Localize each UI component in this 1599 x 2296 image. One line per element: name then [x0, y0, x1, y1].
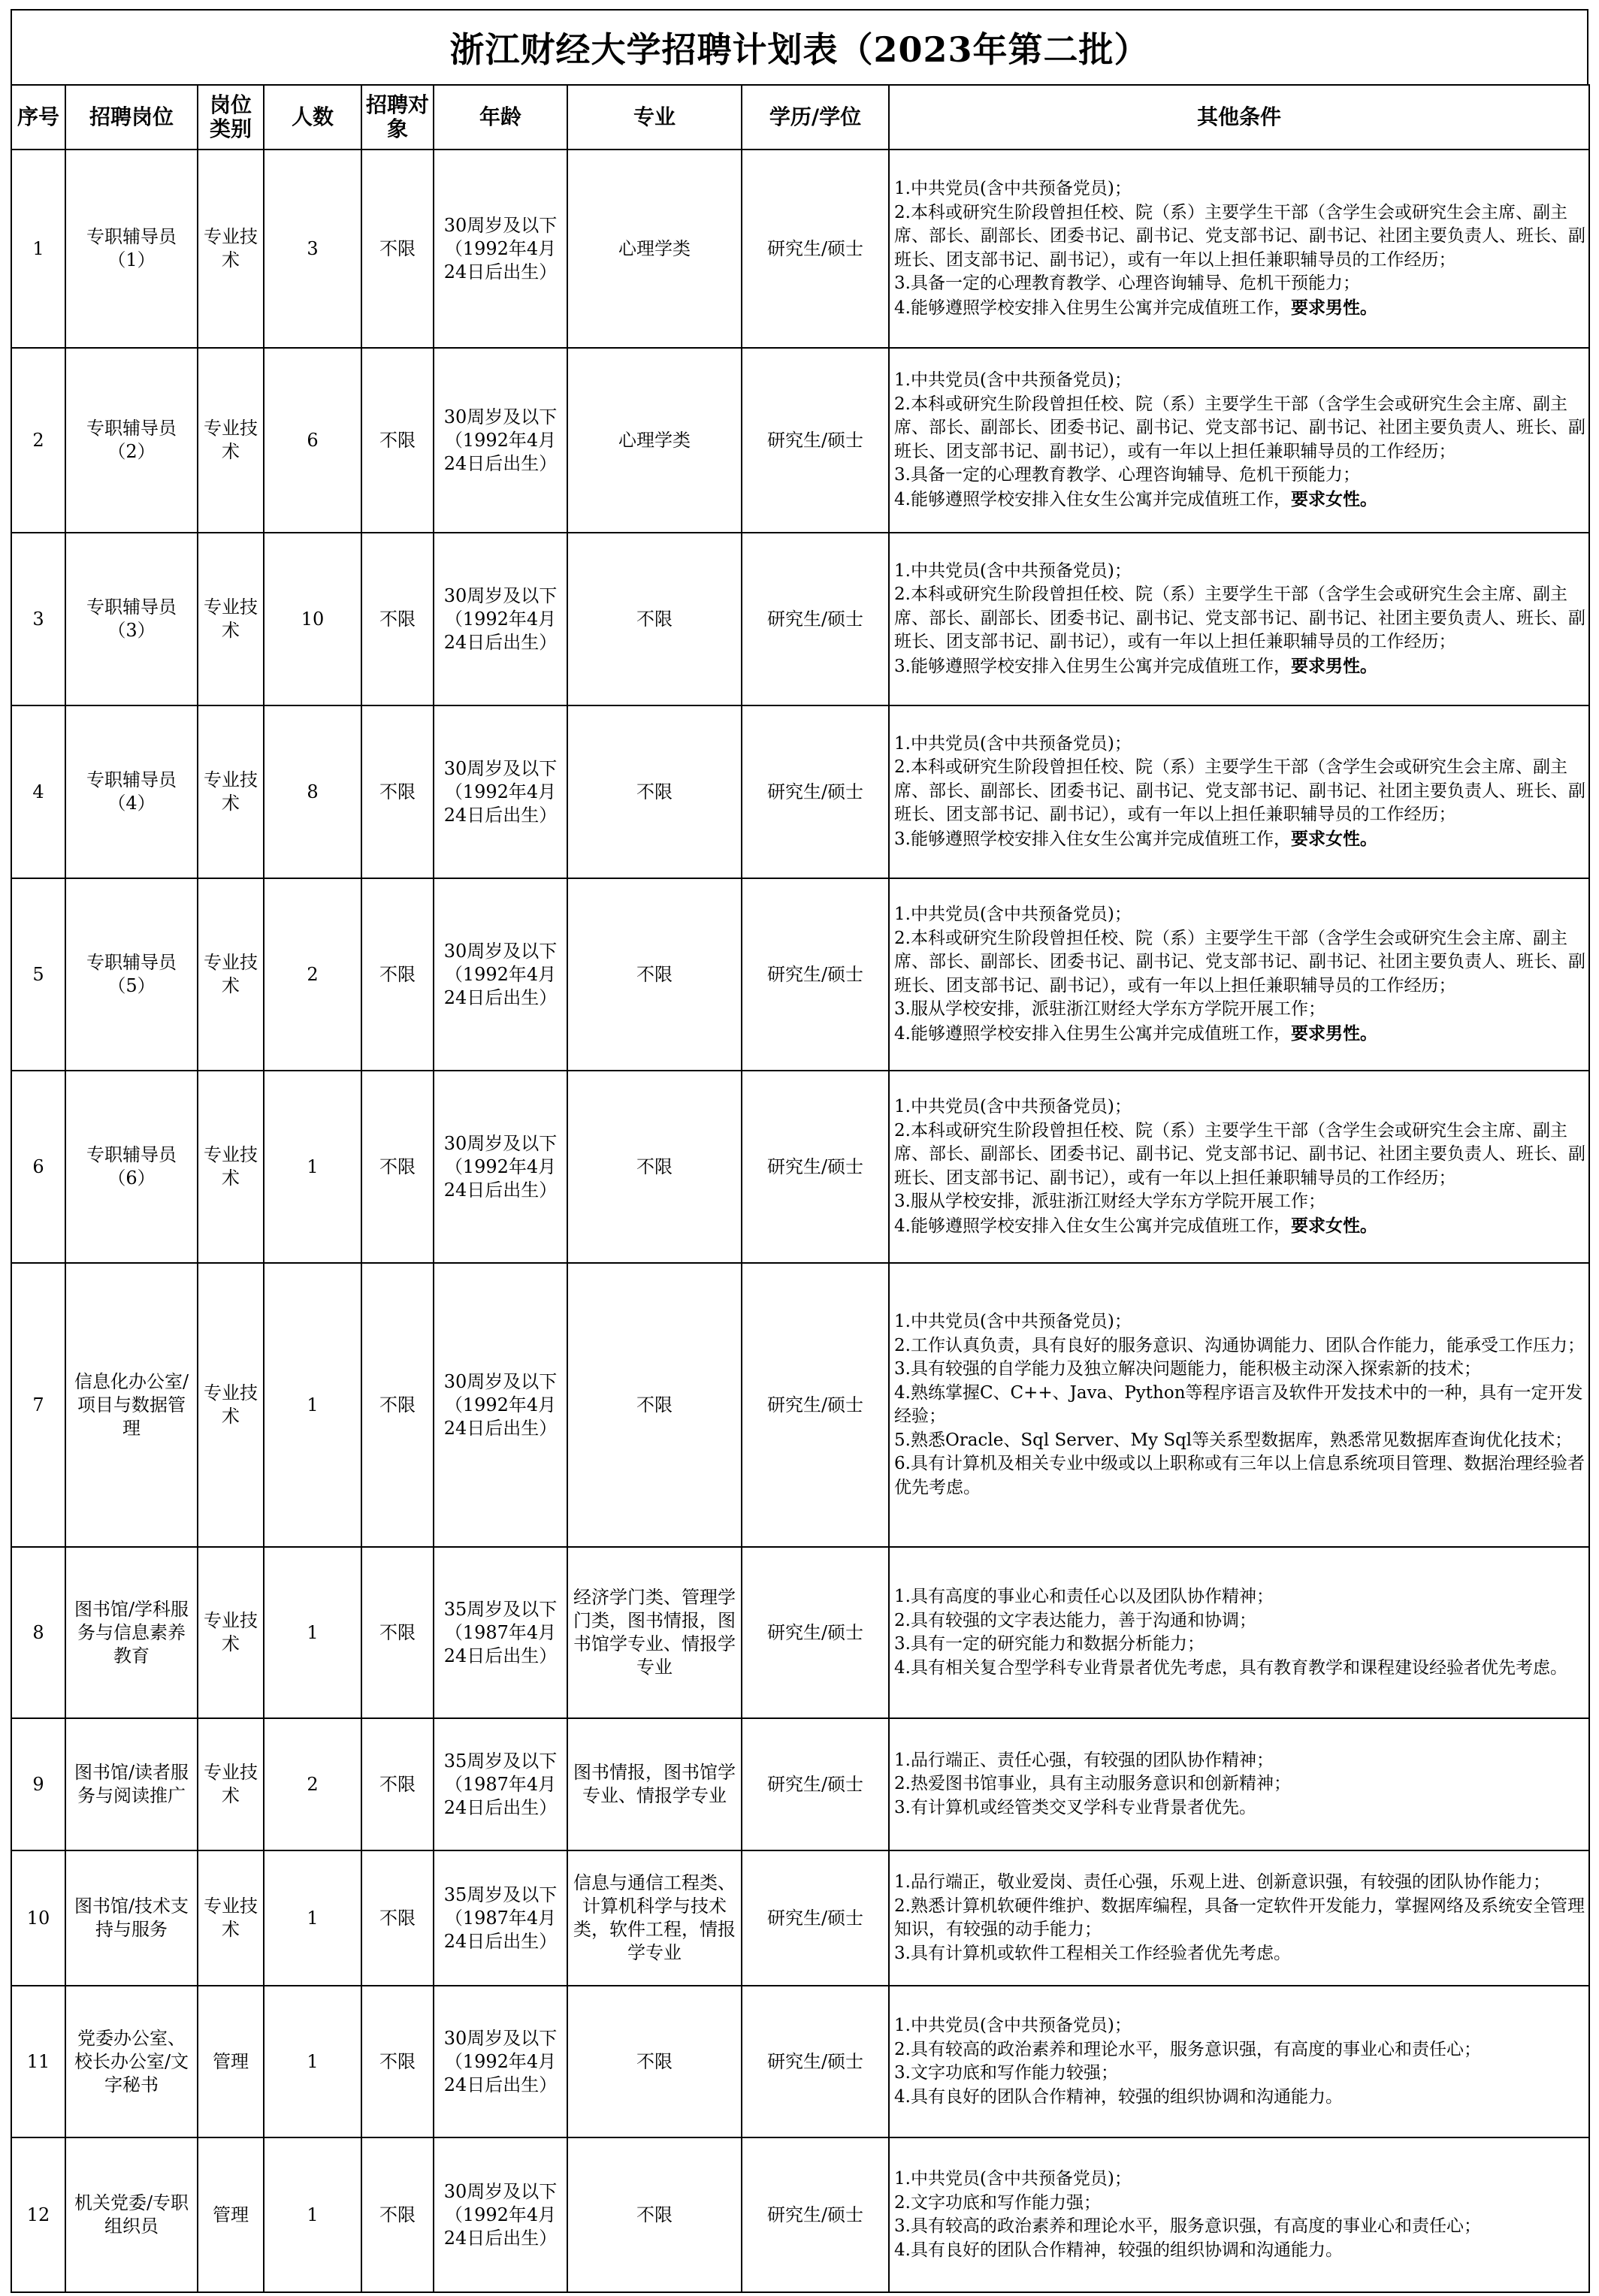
condition-item: 2.本科或研究生阶段曾担任校、院（系）主要学生干部（含学生会或研究生会主席、副主席、部长、副部长、团委书记、副书记、党支部书记、副书记、社团主要负责人、班长、副班长、团支部书记、副书记），或有一年以上担任兼职辅导员的工作经历；: [894, 1120, 1585, 1188]
cell-major: 不限: [567, 1986, 742, 2137]
cell-major: 心理学类: [567, 348, 742, 533]
table-row: [11, 1547, 1589, 1718]
condition-item: 1.具有高度的事业心和责任心以及团队协作精神；: [894, 1587, 1274, 1606]
condition-item: 1.中共党员(含中共预备党员)；: [894, 733, 1132, 754]
cell-conditions: [889, 878, 1589, 1071]
table-row: [11, 150, 1589, 348]
condition-item: 3.具有较强的自学能力及独立解决问题能力，能积极主动深入探索新的技术；: [894, 1359, 1481, 1379]
cell-category: 专业技术: [198, 150, 264, 348]
cell-position: 专职辅导员（1）: [65, 150, 198, 348]
cell-count: 2: [264, 878, 361, 1071]
condition-text: 4.能够遵照学校安排入住男生公寓并完成值班工作，: [894, 298, 1291, 318]
table-body: [11, 150, 1589, 2292]
cell-position: 专职辅导员（4）: [65, 705, 198, 878]
cell-conditions: [889, 1986, 1589, 2137]
condition-item: 4.具有良好的团队合作精神，较强的组织协调和沟通能力。: [894, 2240, 1343, 2260]
condition-text: 4.能够遵照学校安排入住女生公寓并完成值班工作，: [894, 1216, 1291, 1236]
recruitment-plan-document: [11, 9, 1588, 2293]
cell-degree: 研究生/硕士: [742, 533, 889, 705]
condition-item: 2.文字功底和写作能力强；: [894, 2192, 1101, 2213]
table-row: [11, 1718, 1589, 1850]
document-title: 浙江财经大学招聘计划表（2023年第二批）: [11, 9, 1588, 84]
table-row: [11, 1071, 1589, 1263]
cell-category: 专业技术: [198, 533, 264, 705]
cell-count: 1: [264, 2137, 361, 2292]
cell-age: 35周岁及以下（1987年4月24日后出生）: [434, 1850, 567, 1986]
cell-age: 30周岁及以下（1992年4月24日后出生）: [434, 705, 567, 878]
cell-major: 不限: [567, 533, 742, 705]
cell-degree: 研究生/硕士: [742, 705, 889, 878]
cell-age: 35周岁及以下（1987年4月24日后出生）: [434, 1547, 567, 1718]
cell-position: 图书馆/读者服务与阅读推广: [65, 1718, 198, 1850]
cell-index: 3: [11, 533, 65, 705]
table-row: [11, 348, 1589, 533]
cell-index: 4: [11, 705, 65, 878]
cell-degree: 研究生/硕士: [742, 878, 889, 1071]
cell-conditions: [889, 348, 1589, 533]
condition-item: 4.具有良好的团队合作精神，较强的组织协调和沟通能力。: [894, 2086, 1343, 2107]
cell-category: 专业技术: [198, 1263, 264, 1547]
table-row: [11, 533, 1589, 705]
cell-degree: 研究生/硕士: [742, 1986, 889, 2137]
condition-item: 2.本科或研究生阶段曾担任校、院（系）主要学生干部（含学生会或研究生会主席、副主席、部长、副部长、团委书记、副书记、党支部书记、副书记、社团主要负责人、班长、副班长、团支部书记、副书记），或有一年以上担任兼职辅导员的工作经历；: [894, 394, 1585, 461]
cell-count: 1: [264, 1263, 361, 1547]
condition-item: 3.具有计算机或软件工程相关工作经验者优先考虑。: [894, 1943, 1291, 1963]
cell-count: 3: [264, 150, 361, 348]
table-header: [11, 85, 1589, 150]
table-row: [11, 878, 1589, 1071]
condition-item: [894, 1022, 1585, 1047]
cell-index: 8: [11, 1547, 65, 1718]
condition-item: [894, 654, 1585, 679]
cell-major: 心理学类: [567, 150, 742, 348]
condition-item: 2.熟悉计算机软硬件维护、数据库编程，具备一定软件开发能力，掌握网络及系统安全管理知识，有较强的动手能力；: [894, 1896, 1585, 1939]
cell-target: 不限: [361, 150, 434, 348]
cell-age: 35周岁及以下（1987年4月24日后出生）: [434, 1718, 567, 1850]
condition-item: 3.具备一定的心理教育教学、心理咨询辅导、危机干预能力；: [894, 273, 1360, 293]
cell-position: 专职辅导员（5）: [65, 878, 198, 1071]
cell-degree: 研究生/硕士: [742, 150, 889, 348]
cell-age: 30周岁及以下（1992年4月24日后出生）: [434, 1071, 567, 1263]
condition-item: 2.具有较高的政治素养和理论水平，服务意识强，有高度的事业心和责任心；: [894, 2039, 1481, 2059]
condition-item: 2.本科或研究生阶段曾担任校、院（系）主要学生干部（含学生会或研究生会主席、副主席、部长、副部长、团委书记、副书记、党支部书记、副书记、社团主要负责人、班长、副班长、团支部书记、副书记），或有一年以上担任兼职辅导员的工作经历；: [894, 202, 1585, 270]
condition-text: 4.能够遵照学校安排入住男生公寓并完成值班工作，: [894, 1023, 1291, 1044]
header-category: 岗位类别: [198, 85, 264, 150]
recruitment-table: [11, 84, 1590, 2293]
condition-item: 1.中共党员(含中共预备党员)；: [894, 2016, 1132, 2035]
cell-count: 2: [264, 1718, 361, 1850]
condition-item: 1.中共党员(含中共预备党员)；: [894, 1097, 1132, 1116]
cell-target: 不限: [361, 878, 434, 1071]
cell-conditions: [889, 1071, 1589, 1263]
cell-age: 30周岁及以下（1992年4月24日后出生）: [434, 1986, 567, 2137]
table-row: [11, 2137, 1589, 2292]
cell-major: 不限: [567, 1263, 742, 1547]
condition-item: 3.服从学校安排，派驻浙江财经大学东方学院开展工作；: [894, 1192, 1325, 1211]
cell-target: 不限: [361, 2137, 434, 2292]
table-row: [11, 1986, 1589, 2137]
cell-conditions: [889, 150, 1589, 348]
cell-index: 12: [11, 2137, 65, 2292]
condition-item: 3.具有较高的政治素养和理论水平，服务意识强，有高度的事业心和责任心；: [894, 2216, 1481, 2236]
cell-major: 不限: [567, 705, 742, 878]
cell-degree: 研究生/硕士: [742, 1850, 889, 1986]
cell-index: 5: [11, 878, 65, 1071]
condition-item: 1.中共党员(含中共预备党员)；: [894, 1312, 1132, 1331]
cell-degree: 研究生/硕士: [742, 1071, 889, 1263]
cell-position: 专职辅导员（6）: [65, 1071, 198, 1263]
cell-count: 1: [264, 1547, 361, 1718]
cell-conditions: [889, 1850, 1589, 1986]
cell-age: 30周岁及以下（1992年4月24日后出生）: [434, 348, 567, 533]
condition-item: 6.具有计算机及相关专业中级或以上职称或有三年以上信息系统项目管理、数据治理经验者优先考虑。: [894, 1454, 1585, 1497]
cell-conditions: [889, 1263, 1589, 1547]
cell-category: 专业技术: [198, 1547, 264, 1718]
cell-target: 不限: [361, 1986, 434, 2137]
cell-major: 不限: [567, 2137, 742, 2292]
cell-category: 专业技术: [198, 348, 264, 533]
condition-text: 3.能够遵照学校安排入住男生公寓并完成值班工作，: [894, 656, 1291, 676]
condition-item: 3.具有一定的研究能力和数据分析能力；: [894, 1634, 1205, 1654]
cell-index: 7: [11, 1263, 65, 1547]
cell-conditions: [889, 533, 1589, 705]
cell-position: 党委办公室、校长办公室/文字秘书: [65, 1986, 198, 2137]
condition-emphasis: 要求女性。: [1290, 828, 1377, 849]
condition-item: 1.品行端正、责任心强，有较强的团队协作精神；: [894, 1750, 1274, 1770]
condition-item: 1.中共党员(含中共预备党员)；: [894, 560, 1132, 581]
cell-degree: 研究生/硕士: [742, 2137, 889, 2292]
condition-item: [894, 296, 1585, 321]
cell-target: 不限: [361, 533, 434, 705]
cell-age: 30周岁及以下（1992年4月24日后出生）: [434, 150, 567, 348]
cell-conditions: [889, 2137, 1589, 2292]
condition-item: 3.有计算机或经管类交叉学科专业背景者优先。: [894, 1797, 1256, 1817]
cell-age: 30周岁及以下（1992年4月24日后出生）: [434, 1263, 567, 1547]
cell-category: 管理: [198, 1986, 264, 2137]
condition-emphasis: 要求男性。: [1290, 297, 1377, 318]
cell-degree: 研究生/硕士: [742, 348, 889, 533]
cell-target: 不限: [361, 1850, 434, 1986]
condition-emphasis: 要求男性。: [1290, 1023, 1377, 1044]
table-row: [11, 705, 1589, 878]
condition-item: 1.中共党员(含中共预备党员)；: [894, 2169, 1132, 2189]
cell-index: 1: [11, 150, 65, 348]
header-major: 专业: [567, 85, 742, 150]
cell-degree: 研究生/硕士: [742, 1718, 889, 1850]
condition-item: 3.文字功底和写作能力较强；: [894, 2063, 1118, 2083]
cell-count: 6: [264, 348, 361, 533]
cell-index: 2: [11, 348, 65, 533]
cell-degree: 研究生/硕士: [742, 1263, 889, 1547]
header-degree: 学历/学位: [742, 85, 889, 150]
condition-item: [894, 827, 1585, 852]
cell-position: 图书馆/学科服务与信息素养教育: [65, 1547, 198, 1718]
header-age: 年龄: [434, 85, 567, 150]
cell-position: 机关党委/专职组织员: [65, 2137, 198, 2292]
condition-text: 4.能够遵照学校安排入住女生公寓并完成值班工作，: [894, 489, 1291, 509]
cell-category: 专业技术: [198, 1850, 264, 1986]
condition-item: 1.中共党员(含中共预备党员)；: [894, 905, 1132, 924]
cell-category: 专业技术: [198, 1718, 264, 1850]
cell-conditions: [889, 1718, 1589, 1850]
cell-major: 信息与通信工程类、计算机科学与技术类，软件工程，情报学专业: [567, 1850, 742, 1986]
cell-count: 10: [264, 533, 361, 705]
cell-category: 专业技术: [198, 1071, 264, 1263]
cell-count: 1: [264, 1071, 361, 1263]
cell-major: 不限: [567, 1071, 742, 1263]
cell-index: 10: [11, 1850, 65, 1986]
cell-conditions: [889, 1547, 1589, 1718]
condition-emphasis: 要求女性。: [1290, 1215, 1377, 1236]
cell-conditions: [889, 705, 1589, 878]
cell-index: 6: [11, 1071, 65, 1263]
condition-text: 3.能够遵照学校安排入住女生公寓并完成值班工作，: [894, 829, 1291, 849]
cell-count: 1: [264, 1850, 361, 1986]
cell-target: 不限: [361, 348, 434, 533]
cell-major: 不限: [567, 878, 742, 1071]
condition-item: 1.中共党员(含中共预备党员)；: [894, 179, 1132, 198]
cell-count: 8: [264, 705, 361, 878]
cell-target: 不限: [361, 1718, 434, 1850]
condition-emphasis: 要求女性。: [1290, 488, 1377, 509]
cell-position: 信息化办公室/项目与数据管理: [65, 1263, 198, 1547]
header-count: 人数: [264, 85, 361, 150]
cell-major: 图书情报，图书馆学专业、情报学专业: [567, 1718, 742, 1850]
header-position: 招聘岗位: [65, 85, 198, 150]
header-row: [11, 85, 1589, 150]
cell-index: 11: [11, 1986, 65, 2137]
header-target: 招聘对象: [361, 85, 434, 150]
cell-age: 30周岁及以下（1992年4月24日后出生）: [434, 878, 567, 1071]
cell-age: 30周岁及以下（1992年4月24日后出生）: [434, 2137, 567, 2292]
cell-count: 1: [264, 1986, 361, 2137]
condition-item: 2.热爱图书馆事业，具有主动服务意识和创新精神；: [894, 1774, 1291, 1794]
cell-age: 30周岁及以下（1992年4月24日后出生）: [434, 533, 567, 705]
condition-item: 5.熟悉Oracle、Sql Server、My Sql等关系型数据库，熟悉常见数据库查询优化技术；: [894, 1430, 1573, 1450]
header-conditions: 其他条件: [889, 85, 1589, 150]
table-row: [11, 1263, 1589, 1547]
header-index: 序号: [11, 85, 65, 150]
cell-target: 不限: [361, 1071, 434, 1263]
cell-target: 不限: [361, 1547, 434, 1718]
cell-position: 专职辅导员（2）: [65, 348, 198, 533]
condition-emphasis: 要求男性。: [1290, 655, 1377, 676]
condition-item: 4.熟练掌握C、C++、Java、Python等程序语言及软件开发技术中的一种，具有一定开发经验；: [894, 1382, 1583, 1426]
table-row: [11, 1850, 1589, 1986]
condition-item: 1.品行端正，敬业爱岗、责任心强，乐观上进、创新意识强，有较强的团队协作能力；: [894, 1872, 1550, 1892]
condition-item: 2.具有较强的文字表达能力，善于沟通和协调；: [894, 1610, 1256, 1630]
cell-target: 不限: [361, 705, 434, 878]
condition-item: 2.本科或研究生阶段曾担任校、院（系）主要学生干部（含学生会或研究生会主席、副主席、部长、副部长、团委书记、副书记、党支部书记、副书记、社团主要负责人、班长、副班长、团支部书记、副书记），或有一年以上担任兼职辅导员的工作经历；: [894, 585, 1585, 652]
condition-item: [894, 488, 1585, 512]
condition-item: 3.具备一定的心理教育教学、心理咨询辅导、危机干预能力；: [894, 465, 1360, 485]
cell-position: 图书馆/技术支持与服务: [65, 1850, 198, 1986]
cell-category: 专业技术: [198, 705, 264, 878]
condition-item: 2.本科或研究生阶段曾担任校、院（系）主要学生干部（含学生会或研究生会主席、副主席、部长、副部长、团委书记、副书记、党支部书记、副书记、社团主要负责人、班长、副班长、团支部书记、副书记），或有一年以上担任兼职辅导员的工作经历；: [894, 928, 1585, 995]
cell-target: 不限: [361, 1263, 434, 1547]
condition-item: 2.工作认真负责，具有良好的服务意识、沟通协调能力、团队合作能力，能承受工作压力；: [894, 1335, 1585, 1355]
condition-item: 1.中共党员(含中共预备党员)；: [894, 370, 1132, 390]
cell-major: 经济学门类、管理学门类，图书情报，图书馆学专业、情报学专业: [567, 1547, 742, 1718]
cell-category: 专业技术: [198, 878, 264, 1071]
condition-item: 3.服从学校安排，派驻浙江财经大学东方学院开展工作；: [894, 999, 1325, 1019]
condition-item: [894, 1214, 1585, 1239]
cell-index: 9: [11, 1718, 65, 1850]
cell-position: 专职辅导员（3）: [65, 533, 198, 705]
condition-item: 2.本科或研究生阶段曾担任校、院（系）主要学生干部（含学生会或研究生会主席、副主席、部长、副部长、团委书记、副书记、党支部书记、副书记、社团主要负责人、班长、副班长、团支部书记、副书记），或有一年以上担任兼职辅导员的工作经历；: [894, 757, 1585, 825]
cell-degree: 研究生/硕士: [742, 1547, 889, 1718]
condition-item: 4.具有相关复合型学科专业背景者优先考虑，具有教育教学和课程建设经验者优先考虑。: [894, 1657, 1567, 1678]
cell-category: 管理: [198, 2137, 264, 2292]
